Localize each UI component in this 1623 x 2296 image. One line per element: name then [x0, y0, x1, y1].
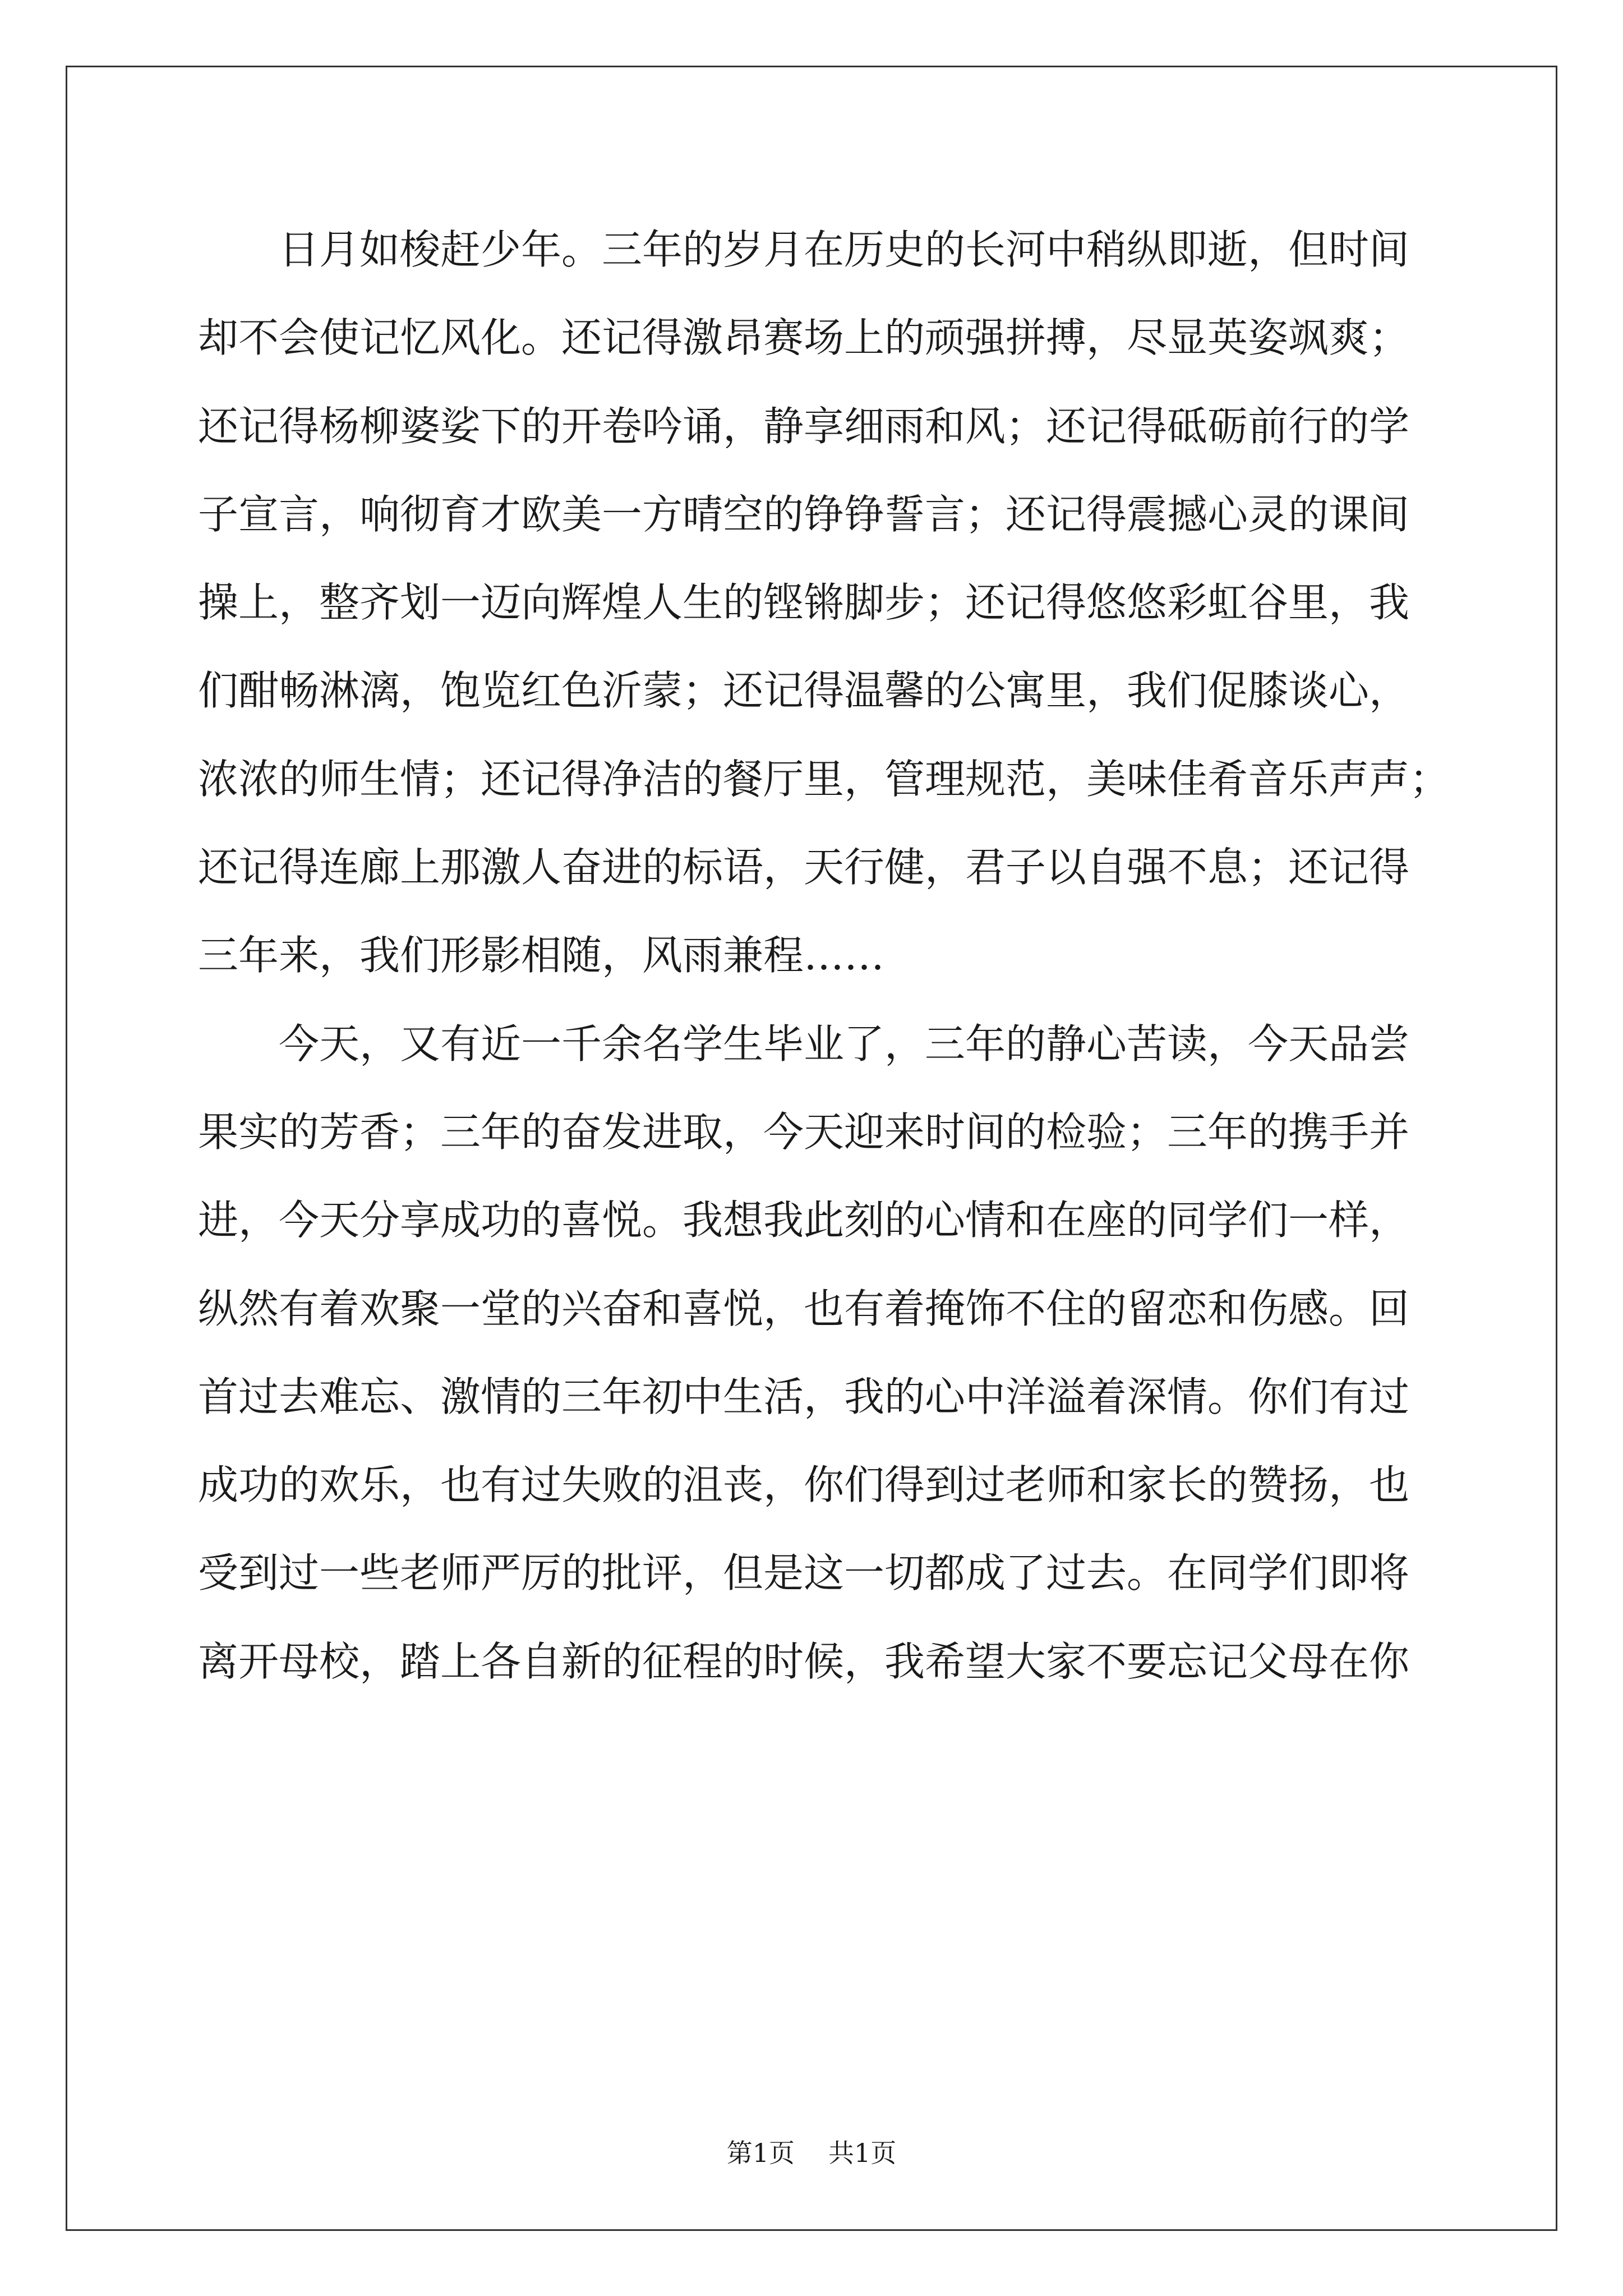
paragraph-1-line-8: 还记得连廊上那激人奋进的标语，天行健，君子以自强不息；还记得 — [198, 844, 1410, 891]
paragraph-1-line-2: 却不会使记忆风化。还记得激昂赛场上的顽强拼搏，尽显英姿飒爽； — [198, 314, 1410, 362]
paragraph-2-line-3: 进，今天分享成功的喜悦。我想我此刻的心情和在座的同学们一样， — [198, 1197, 1410, 1244]
paragraph-1-line-3: 还记得杨柳婆娑下的开卷吟诵，静享细雨和风；还记得砥砺前行的学 — [198, 402, 1410, 450]
paragraph-2-line-1: 今天，又有近一千余名学生毕业了，三年的静心苦读，今天品尝 — [279, 1020, 1410, 1068]
page-number-current: 第1页 — [726, 2138, 795, 2168]
page-footer — [0, 2136, 1623, 2170]
paragraph-2-line-7: 受到过一些老师严厉的批评，但是这一切都成了过去。在同学们即将 — [198, 1549, 1410, 1597]
paragraph-1-line-7: 浓浓的师生情；还记得净洁的餐厅里，管理规范，美味佳肴音乐声声； — [198, 755, 1450, 803]
paragraph-1-line-6: 们酣畅淋漓，饱览红色沂蒙；还记得温馨的公寓里，我们促膝谈心， — [198, 667, 1410, 715]
paragraph-2-line-5: 首过去难忘、激情的三年初中生活，我的心中洋溢着深情。你们有过 — [198, 1373, 1410, 1420]
paragraph-1-line-5: 操上，整齐划一迈向辉煌人生的铿锵脚步；还记得悠悠彩虹谷里，我 — [198, 579, 1410, 627]
page-number-total: 共1页 — [828, 2138, 897, 2168]
paragraph-1-line-4: 子宣言，响彻育才欧美一方晴空的铮铮誓言；还记得震撼心灵的课间 — [198, 490, 1410, 538]
paragraph-1-line-9: 三年来，我们形影相随，风雨兼程…… — [198, 932, 885, 979]
paragraph-2-line-6: 成功的欢乐，也有过失败的沮丧，你们得到过老师和家长的赞扬，也 — [198, 1461, 1410, 1509]
document-body — [198, 222, 1450, 1722]
paragraph-2-line-2: 果实的芳香；三年的奋发进取，今天迎来时间的检验；三年的携手并 — [198, 1108, 1410, 1156]
paragraph-1-line-1: 日月如梭赶少年。三年的岁月在历史的长河中稍纵即逝，但时间 — [279, 226, 1410, 273]
paragraph-2-line-4: 纵然有着欢聚一堂的兴奋和喜悦，也有着掩饰不住的留恋和伤感。回 — [198, 1285, 1410, 1332]
paragraph-2-line-8: 离开母校，踏上各自新的征程的时候，我希望大家不要忘记父母在你 — [198, 1637, 1410, 1685]
